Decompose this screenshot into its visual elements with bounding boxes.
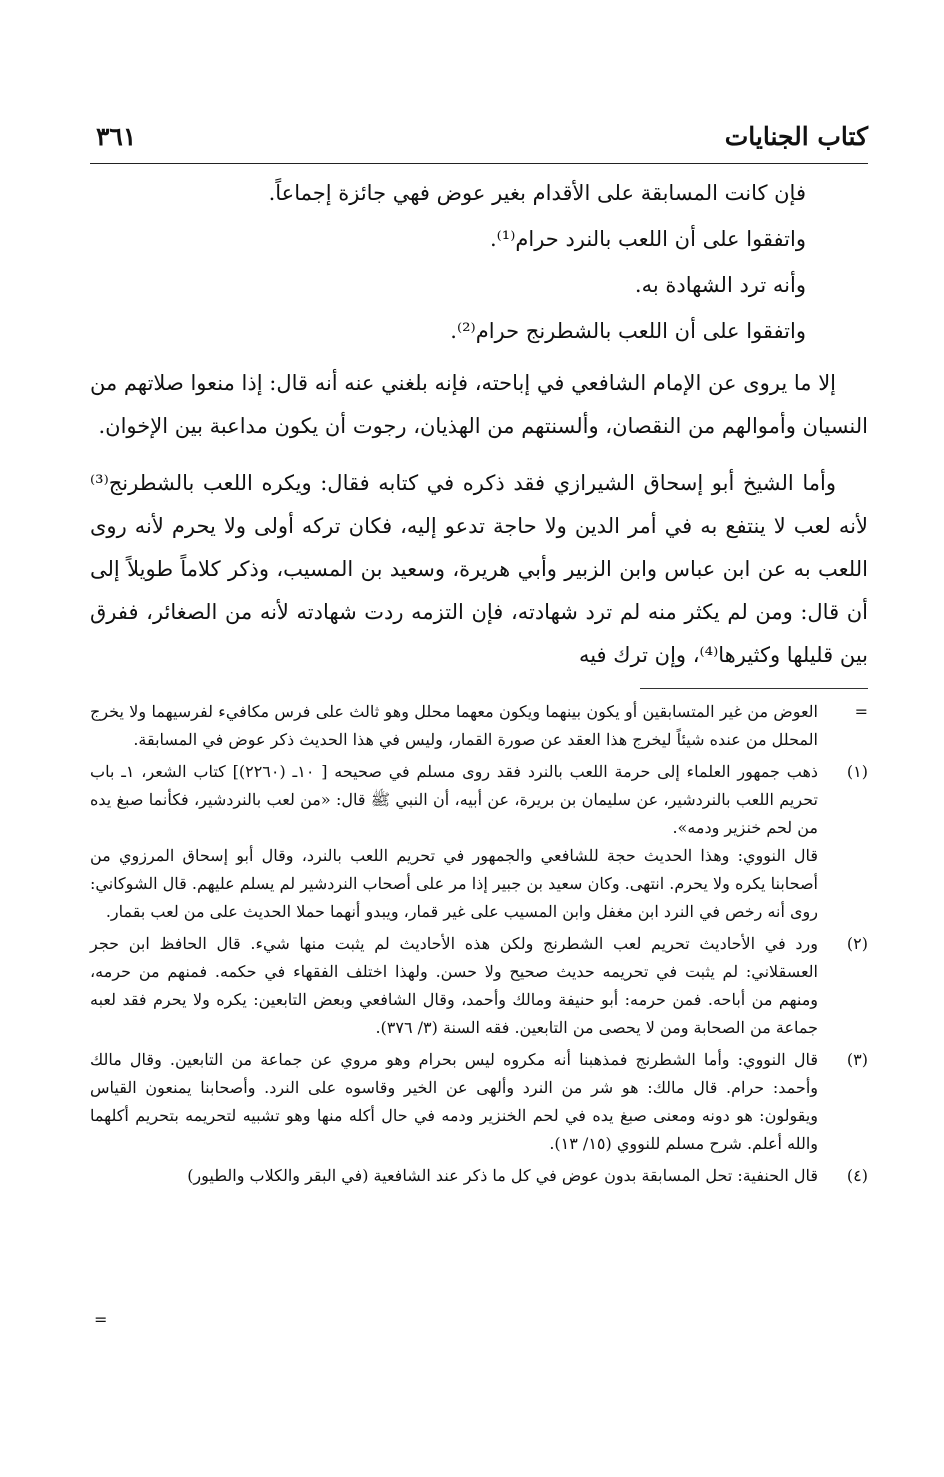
footnotes xyxy=(90,698,868,1194)
footnote-body xyxy=(90,1046,818,1158)
running-title: كتاب الجنايات xyxy=(724,122,868,151)
verse-line: واتفقوا على أن اللعب بالنرد حرام⁽¹⁾. xyxy=(489,227,806,251)
body-paragraph: إلا ما يروى عن الإمام الشافعي في إباحته، فإنه بلغني عنه أنه قال: إذا منعوا صلاتهم من النسيان وأموالهم من النقصان، وألسنتهم من الهذيان، رجوت أن يكون مداعبة بين الإخوان. xyxy=(90,371,868,438)
continuation-mark: = xyxy=(94,1310,108,1329)
footnote-body xyxy=(90,930,818,1042)
footnote-2 xyxy=(90,930,868,1042)
verse-line: فإن كانت المسابقة على الأقدام بغير عوض فهي جائزة إجماعاً. xyxy=(268,181,806,205)
footnote-text: قال النووي: وأما الشطرنج فمذهبنا أنه مكروه ليس بحرام وهو مروي عن جماعة من التابعين. وقال مالك وأحمد: حرام. قال مالك: هو شر من النرد وألهى عن الخير وقاسوه على النرد. وأصحابنا يمنعون القياس ويقولون: هو دونه ومعنى صبغ يده في لحم الخنزير ودمه في حال أكله منها وهو تشبيه لتحريمه بتحريم أكلهما والله أعلم. شرح مسلم للنووي (١٥/ ١٣). xyxy=(90,1050,818,1153)
header-rule xyxy=(90,163,868,164)
verse-line: واتفقوا على أن اللعب بالشطرنج حرام⁽²⁾. xyxy=(450,319,806,343)
footnote-marker: (٤) xyxy=(846,1166,868,1185)
footnote-body xyxy=(90,698,818,754)
footnote-text: ورد في الأحاديث تحريم لعب الشطرنج ولكن هذه الأحاديث لم يثبت منها شيء. قال الحافظ ابن حجر العسقلاني: لم يثبت في تحريمه حديث صحيح ولا حسن. ولهذا اختلف الفقهاء في حكمه. فمنهم من حرمه، ومنهم من أباحه. فمن حرمه: أبو حنيفة ومالك وأحمد، وقال الشافعي وبعض التابعين: يكره ولا يحرم فقد لعبه جماعة من الصحابة ومن لا يحصى من التابعين. فقه السنة (٣/ ٣٧٦). xyxy=(90,934,818,1037)
verse-lines xyxy=(140,170,806,354)
footnote-text: ذهب جمهور العلماء إلى حرمة اللعب بالنرد فقد روى مسلم في صحيحه [ ١٠ـ (٢٢٦٠)] كتاب الشعر، ١ـ باب تحريم اللعب بالنردشير، عن سليمان بن بريرة، عن أبيه، أن النبي ﷺ قال: «من لعب بالنردشير، فكأنما صبغ يده من لحم خنزير ودمه». xyxy=(90,762,819,837)
page-number: ٣٦١ xyxy=(96,122,137,151)
footnote-body xyxy=(90,1162,818,1190)
footnote-separator xyxy=(640,688,868,689)
body-paragraph: وأما الشيخ أبو إسحاق الشيرازي فقد ذكره في كتابه فقال: ويكره اللعب بالشطرنج⁽³⁾ لأنه لعب لا ينتفع به في أمر الدين ولا حاجة تدعو إليه، فكان تركه أولى ولا يحرم لأنه روى اللعب به عن ابن عباس وابن الزبير وأبي هريرة، وسعيد بن المسيب، وذكر كلاماً طويلاً إلى أن قال: ومن لم يكثر منه لم ترد شهادته، فإن التزمه ردت شهادته لأنه من الصغائر، ففرق بين قليلها وكثيرها⁽⁴⁾، وإن ترك فيه xyxy=(90,471,868,667)
footnote-4 xyxy=(90,1162,868,1190)
footnote-text: قال الحنفية: تحل المسابقة بدون عوض في كل ما ذكر عند الشافعية (في البقر والكلاب والطيور) xyxy=(187,1166,818,1185)
footnote-body xyxy=(90,758,818,926)
footnote-marker: (١) xyxy=(846,762,868,781)
verse-line: وأنه ترد الشهادة به. xyxy=(634,273,806,297)
footnote-1 xyxy=(90,758,868,926)
footnote-marker: = xyxy=(854,702,868,721)
footnote-marker: (٣) xyxy=(846,1050,868,1069)
footnote-marker: (٢) xyxy=(846,934,868,953)
footnote-continued xyxy=(90,698,868,754)
footnote-text: قال النووي: وهذا الحديث حجة للشافعي والجمهور في تحريم اللعب بالنرد، وقال أبو إسحاق المرزوي من أصحابنا يكره ولا يحرم. انتهى. وكان سعيد بن جبير إذا مر على أصحاب النردشير لم يسلم عليهم. قال الشوكاني: روى أنه رخص في النرد ابن مغفل وابن المسيب على غير قمار، ويبدو أنهما حملا الحديث على من لعب بقمار. xyxy=(90,846,819,921)
page-header xyxy=(88,118,868,162)
body-text xyxy=(90,362,868,691)
footnote-text: العوض من غير المتسابقين أو يكون بينهما ويكون معهما محلل وهو ثالث على فرس مكافيء لفرسيهما ولا يخرج المحلل من عنده شيئاً ليخرج هذا العقد عن صورة القمار، وليس في هذا الحديث ذكر عوض في المسابقة. xyxy=(90,702,819,749)
footnote-3 xyxy=(90,1046,868,1158)
